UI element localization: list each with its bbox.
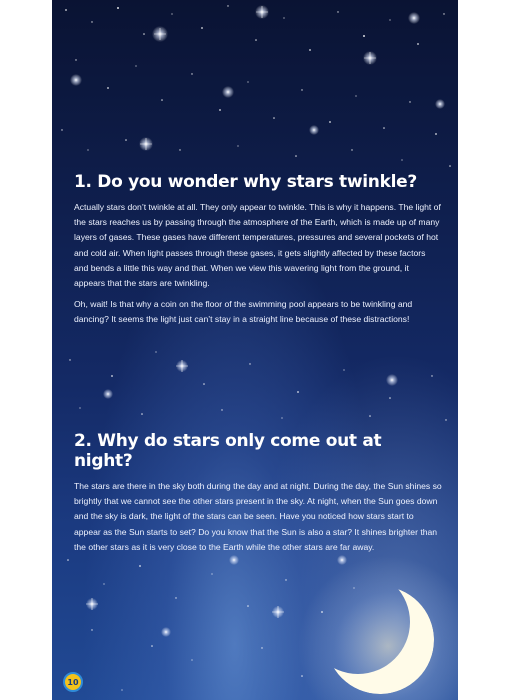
section-paragraph: The stars are there in the sky both during the day and at night. During the day, the Sun shines so brightly that we cannot see the other stars present in the sky. At night, when the Sun goes down and the sky is dark, the light of the stars can be seen. Have you noticed how stars start to appear as the Sun starts to set? Do you know that the Sun is also a star? It shines brighter than the other stars as it is very close to the Earth while the other stars are far away. (74, 481, 442, 552)
section-heading: 2. Why do stars only come out at night? (74, 431, 382, 471)
book-page (52, 0, 458, 700)
section-paragraph: Oh, wait! Is that why a coin on the floor of the swimming pool appears to be twinkling and dancing? It seems the light just can’t stay in a straight line because of these distractions! (74, 299, 413, 325)
section-heading: 1. Do you wonder why stars twinkle? (74, 172, 417, 192)
page-number-badge: 10 (63, 672, 83, 692)
crescent-moon-icon (52, 0, 458, 700)
section-paragraph: Actually stars don’t twinkle at all. They only appear to twinkle. This is why it happens. The light of the stars reaches us by passing through the atmosphere of the Earth, which is made up of many layers of gases. These gases have different temperatures, pressures and several pockets of hot and cold air. When light passes through these gases, it gets slightly affected by these factors and bends a little this way and that. When we view this wavering light from the ground, it appears that the stars are twinkling. (74, 202, 441, 289)
